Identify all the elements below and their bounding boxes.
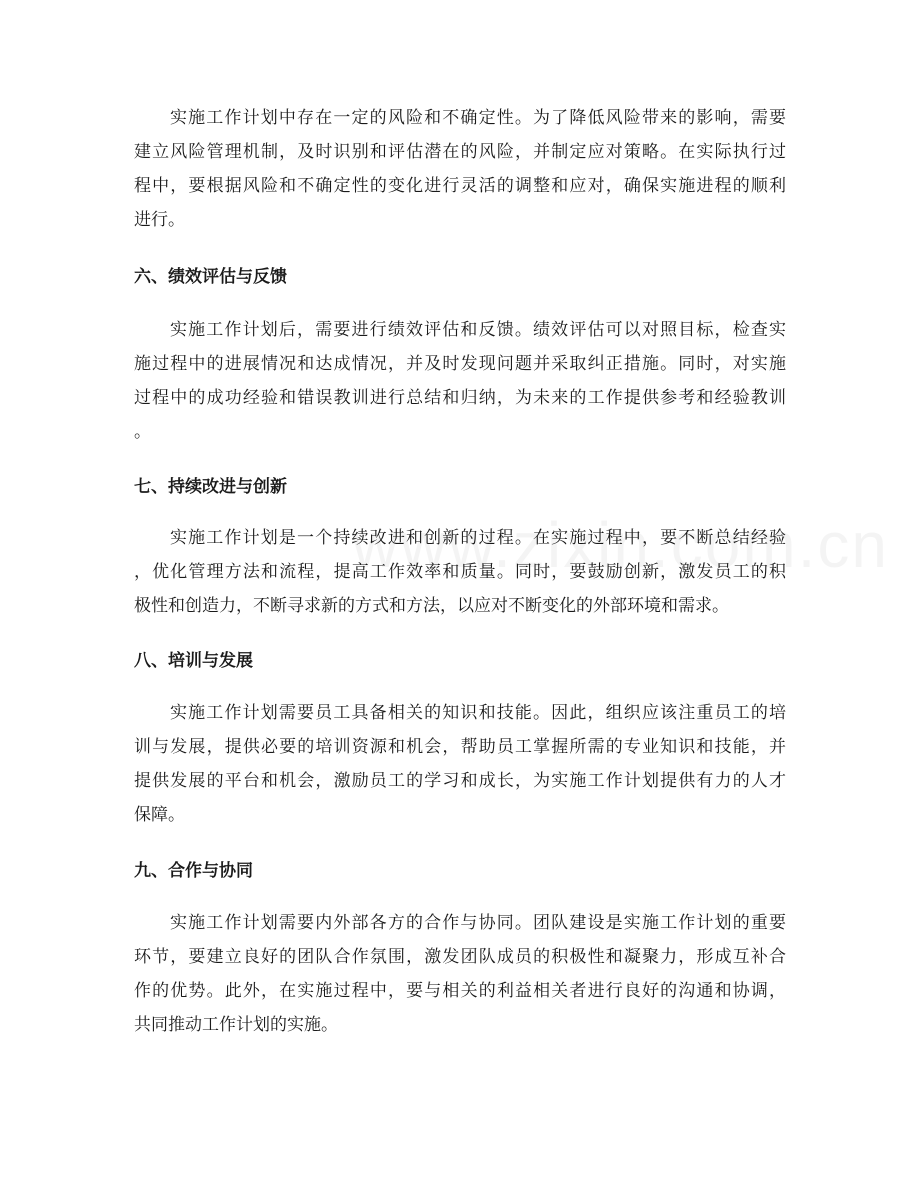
paragraph-line: 实施工作计划后，需要进行绩效评估和反馈。绩效评估可以对照目标，检查实 xyxy=(170,320,786,340)
paragraph-line: 实施工作计划中存在一定的风险和不确定性。为了降低风险带来的影响，需要 xyxy=(170,108,786,128)
paragraph-line: 过程中的成功经验和错误教训进行总结和归纳，为未来的工作提供参考和经验教训 xyxy=(134,388,786,408)
paragraph-line: 实施工作计划需要内外部各方的合作与协同。团队建设是实施工作计划的重要 xyxy=(170,913,786,933)
paragraph-line: ，优化管理方法和流程，提高工作效率和质量。同时，要鼓励创新，激发员工的积 xyxy=(134,562,786,582)
paragraph-line: 程中，要根据风险和不确定性的变化进行灵活的调整和应对，确保实施进程的顺利 xyxy=(134,176,786,196)
section-heading-seven: 七、持续改进与创新 xyxy=(134,477,287,497)
paragraph-line: 实施工作计划需要员工具备相关的知识和技能。因此，组织应该注重员工的培 xyxy=(170,703,786,723)
paragraph-seven xyxy=(134,521,786,623)
paragraph-intro xyxy=(134,101,786,237)
paragraph-line: 建立风险管理机制，及时识别和评估潜在的风险，并制定应对策略。在实际执行过 xyxy=(134,142,786,162)
section-heading-eight: 八、培训与发展 xyxy=(134,651,253,671)
paragraph-line: 。 xyxy=(134,422,151,442)
paragraph-line: 极性和创造力，不断寻求新的方式和方法，以应对不断变化的外部环境和需求。 xyxy=(134,596,729,616)
paragraph-line: 环节，要建立良好的团队合作氛围，激发团队成员的积极性和凝聚力，形成互补合 xyxy=(134,947,786,967)
paragraph-line: 作的优势。此外，在实施过程中，要与相关的利益相关者进行良好的沟通和协调， xyxy=(134,981,786,1001)
paragraph-six xyxy=(134,313,786,449)
paragraph-line: 进行。 xyxy=(134,210,185,230)
paragraph-line: 训与发展，提供必要的培训资源和机会，帮助员工掌握所需的专业知识和技能，并 xyxy=(134,737,786,757)
paragraph-nine xyxy=(134,906,786,1042)
section-heading-six: 六、绩效评估与反馈 xyxy=(134,267,287,287)
paragraph-line: 实施工作计划是一个持续改进和创新的过程。在实施过程中，要不断总结经验 xyxy=(170,528,786,548)
paragraph-line: 共同推动工作计划的实施。 xyxy=(134,1015,338,1035)
section-heading-nine: 九、合作与协同 xyxy=(134,861,253,881)
paragraph-line: 提供发展的平台和机会，激励员工的学习和成长，为实施工作计划提供有力的人才 xyxy=(134,771,786,791)
paragraph-line: 施过程中的进展情况和达成情况，并及时发现问题并采取纠正措施。同时，对实施 xyxy=(134,354,786,374)
paragraph-line: 保障。 xyxy=(134,805,185,825)
paragraph-eight xyxy=(134,696,786,832)
